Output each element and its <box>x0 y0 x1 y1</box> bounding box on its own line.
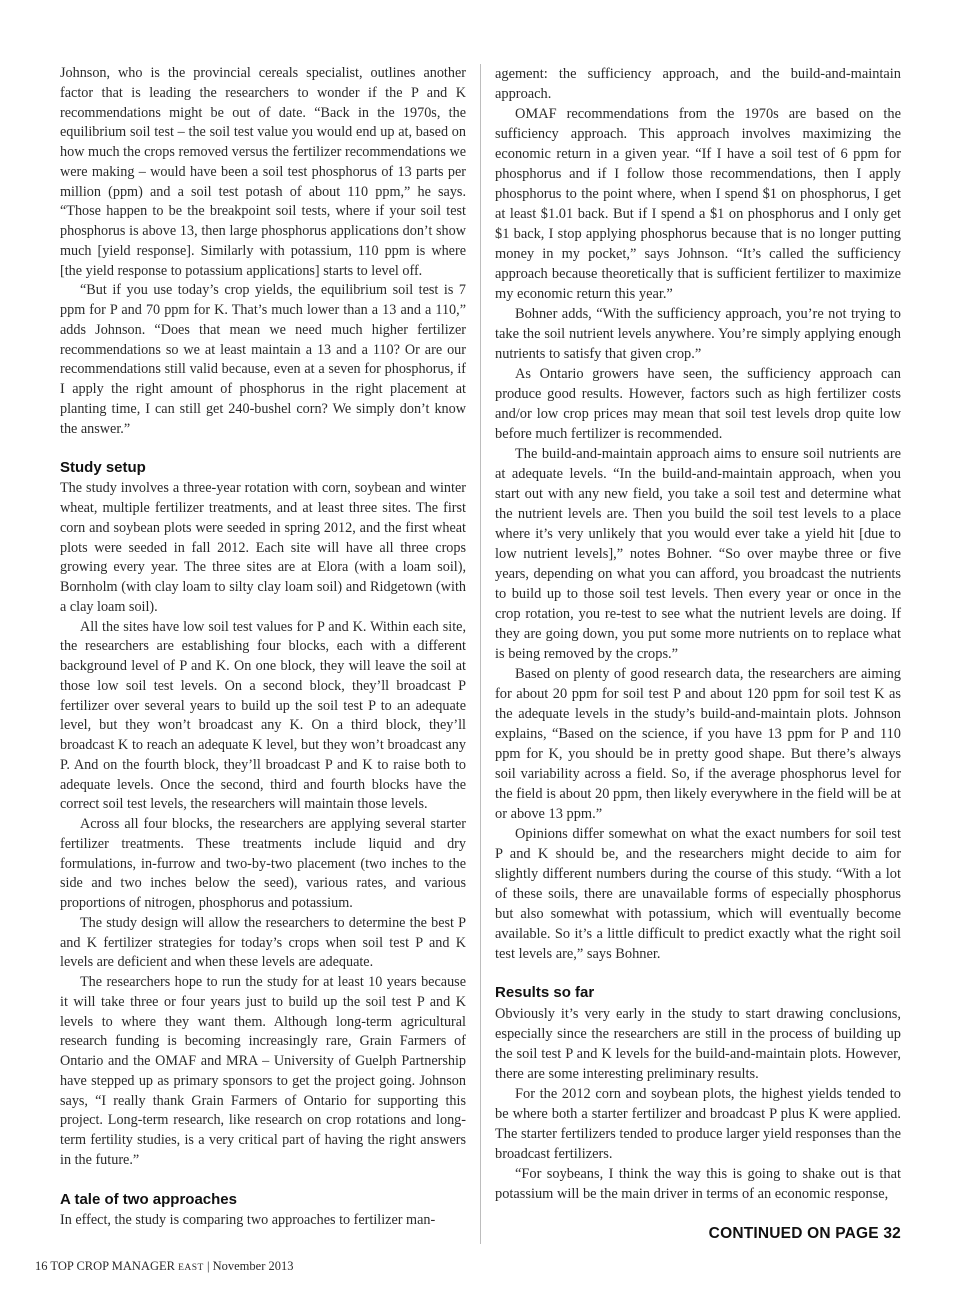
left-column <box>60 64 466 1244</box>
page-number: 16 <box>35 1259 48 1273</box>
page-footer <box>35 1259 294 1274</box>
paragraph: The study involves a three-year rotation with corn, soybean and winter wheat, multiple fertilizer treatments, and at least three sites. The first corn and soybean plots were seeded in spring 2012, and the first wheat plots were seeded in fall 2012. Each site will have all three crops growing every year. The three sites are at Elora (with a loam soil), Bornholm (with clay loam to silty clay loam soil) and Ridgetown (with a clay loam soil). <box>60 480 466 615</box>
paragraph: Across all four blocks, the researchers are applying several starter fertilizer treatments. These treatments include liquid and dry formulations, in-furrow and two-by-two placement (two inches to the side and two inches below the seed), various rates, and various proportions of nitrogen, phosphorus and potassium. <box>60 816 466 911</box>
paragraph: OMAF recommendations from the 1970s are based on the sufficiency approach. This approach involves maximizing the economic return in a given year. “If I have a soil test of 6 ppm for phosphorus and if I follow those recommendations, then I apply phosphorus to the point where, when I spend $1 on phosphorus, I get at least $1.01 back. But if I spend a $1 on phosphorus and I only get $1 back, I stop applying phosphorus because that is no longer putting money in my pocket,” says Johnson. “It’s called the sufficiency approach because theoretically that is sufficient fertilizer to maximize my economic return this year.” <box>495 106 901 302</box>
paragraph: Opinions differ somewhat on what the exact numbers for soil test P and K should be, and the researchers might decide to aim for slightly different numbers during the course of this study. “With a lot of these soils, there are unavailable forms of especially phosphorus but also somewhat with potassium, which will eventually become available. So it’s a little difficult to predict exactly what the right soil test levels are,” says Bohner. <box>495 826 901 962</box>
paragraph: Johnson, who is the provincial cereals specialist, outlines another factor that is leading the researchers to wonder if the P and K recommendations might be out of date. “Back in the 1970s, the equilibrium soil test – the soil test value you would end up at, based on how much the crops removed versus the fertilizer recommendations we were making – would have been a soil test phosphorus of 13 parts per million (ppm) and a soil test potash of about 110 ppm,” he says. “Those happen to be the breakpoint soil tests, where if your soil test phosphorus is above 13, then large phosphorus applications don’t show much [yield response]. Similarly with potassium, 110 ppm is where [the yield response to potassium applications] starts to level off. <box>60 65 466 279</box>
paragraph: “But if you use today’s crop yields, the equilibrium soil test is 7 ppm for P and 70 ppm for K. That’s much lower than a 13 and a 110,” adds Johnson. “Does that mean we need much higher fertilizer recommendations so we at least maintain a 13 and a 110? Or are our recommendations still valid because, even at a seven for phosphorus, if I apply the right amount of phosphorus in the right placement at planting time, I can still get 240-bushel corn? We simply don’t know the answer.” <box>60 282 466 437</box>
section-heading-results: Results so far <box>495 984 595 1001</box>
magazine-name: TOP CROP MANAGER <box>50 1259 175 1273</box>
paragraph: For the 2012 corn and soybean plots, the highest yields tended to be where both a starter fertilizer and broadcast P plus K were applied. The starter fertilizers tended to produce larger yield responses than the broadcast fertilizers. <box>495 1086 901 1162</box>
section-heading-study-setup: Study setup <box>60 459 146 477</box>
paragraph: The build-and-maintain approach aims to ensure soil nutrients are at adequate levels. “In the build-and-maintain approach, when you start out with any new field, you take a soil test and determine what the nutrient levels are. Then you build the soil test levels to a place where it’s very unlikely that you would ever take a yield hit [due to low nutrient levels],” notes Bohner. “So over maybe three or five years, depending on what you can afford, you broadcast the nutrients to build up to those soil test levels. Then every year or once in the crop rotation, you re-test to see what the nutrient levels are doing. If they are going down, you put some more nutrients on to replace what is being removed by the crops.” <box>495 446 901 662</box>
paragraph: “For soybeans, I think the way this is going to shake out is that potassium will be the main driver in terms of an economic response, <box>495 1166 901 1202</box>
paragraph: agement: the sufficiency approach, and the build-and-maintain approach. <box>495 66 901 102</box>
paragraph: As Ontario growers have seen, the sufficiency approach can produce good results. However, factors such as high fertilizer costs and/or low crop prices may mean that soil test levels drop quite low before much fertilizer is recommended. <box>495 366 901 442</box>
paragraph: Based on plenty of good research data, the researchers are aiming for about 20 ppm for soil test P and about 120 ppm for soil test K as the adequate levels in the study’s build-and-maintain plots. Johnson explains, “Based on the science, if you have 13 ppm for P and 110 ppm for K, you should be in pretty good shape. But there’s always soil variability across a field. So, if the average phosphorus level for the field is about 20 ppm, then likely everywhere in the field will be at or above 13 ppm.” <box>495 666 901 822</box>
paragraph: The researchers hope to run the study for at least 10 years because it will take three or four years just to build up the soil test P and K levels to where they want them. Although long-term agricultural research funding is becoming increasingly rare, Grain Farmers of Ontario and the OMAF and MRA – University of Guelph Partnership have stepped up as primary sponsors to get the project going. Johnson says, “I really thank Grain Farmers of Ontario for supporting this project. Long-term research, like research on crop rotations and long-term fertility studies, is a very critical part of having the right answers in the future.” <box>60 974 466 1168</box>
paragraph: In effect, the study is comparing two approaches to fertilizer man- <box>60 1211 436 1228</box>
paragraph: All the sites have low soil test values for P and K. Within each site, the researchers are establishing four blocks, each with a different background level of P and K. On one block, they will leave the soil at those low soil test levels. On a second block, they’ll broadcast P fertilizer over several years to build up the soil test P to an adequate level, but they won’t broadcast any K. On a third block, they’ll broadcast K to reach an adequate K level, but they won’t broadcast any P. And on the fourth block, they’ll broadcast P and K to raise both to adequate levels. Once the second, third and fourth blocks have the correct soil test levels, the researchers will maintain those levels. <box>60 618 466 813</box>
issue-date: November 2013 <box>212 1259 294 1273</box>
paragraph: The study design will allow the researchers to determine the best P and K fertilizer strategies for today’s crops when soil test P and K levels are deficient and when these levels are adequate. <box>60 914 466 971</box>
paragraph: Bohner adds, “With the sufficiency approach, you’re not trying to take the soil nutrient levels anywhere. You’re simply applying enough nutrients to satisfy that given crop.” <box>495 306 901 362</box>
paragraph: Obviously it’s very early in the study to start drawing conclusions, especially since the researchers are still in the process of building up the soil test P and K levels for the build-and-maintain plots. However, there are some interesting preliminary results. <box>495 1006 901 1082</box>
continued-on-page-link[interactable]: CONTINUED ON PAGE 32 <box>708 1225 901 1242</box>
column-divider <box>480 64 481 1244</box>
section-heading-two-approaches: A tale of two approaches <box>60 1190 237 1208</box>
right-column <box>495 64 901 1244</box>
footer-separator: | <box>206 1259 210 1273</box>
edition-name: EAST <box>178 1263 204 1273</box>
